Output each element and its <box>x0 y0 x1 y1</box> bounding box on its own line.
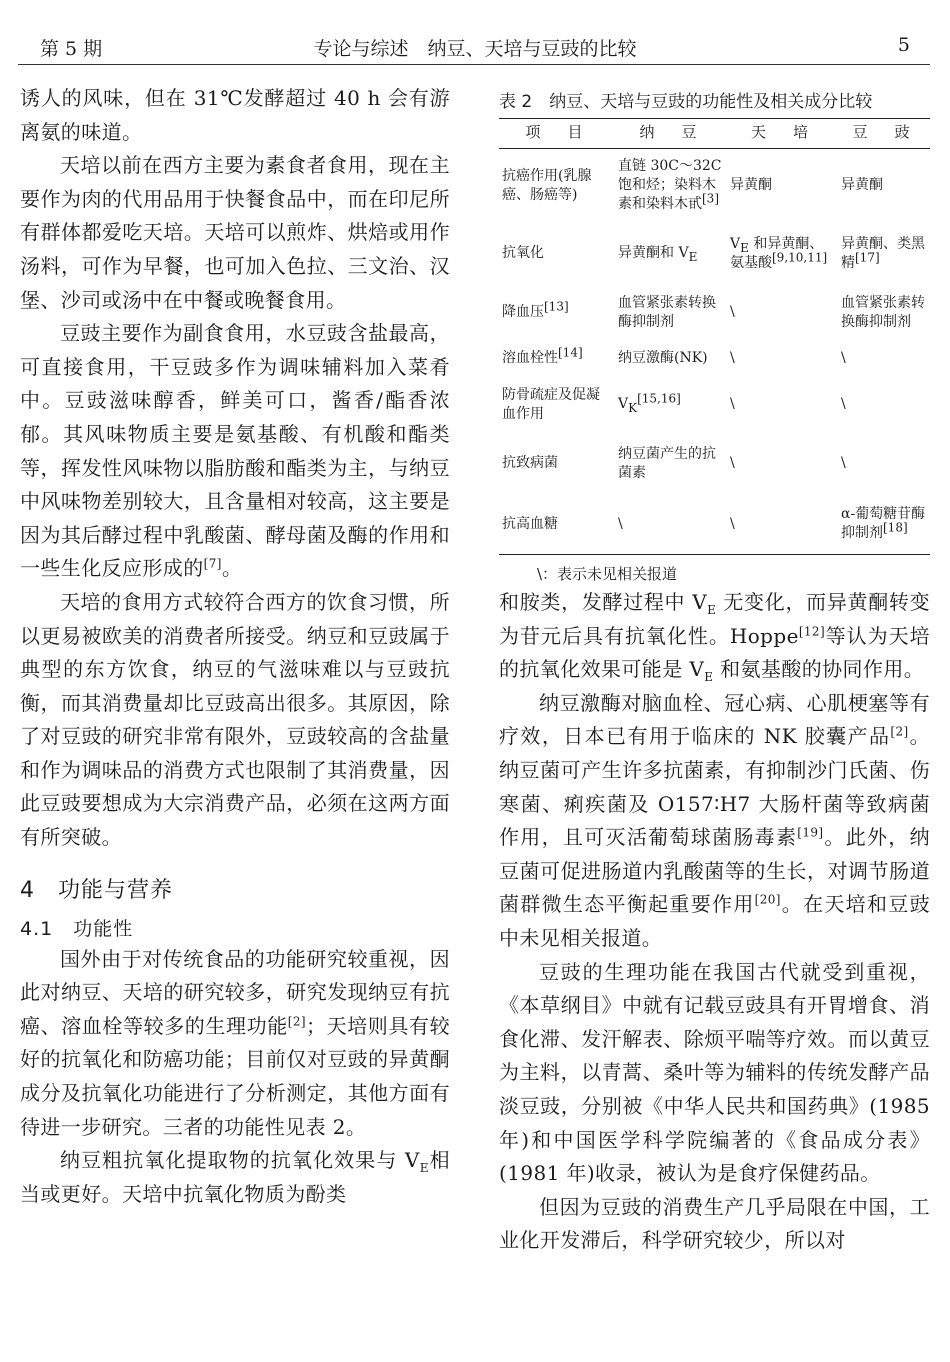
paragraph-text: ；天培则具有较好的抗氧化和防癌功能；目前仅对豆豉的异黄酮成分及抗氧化功能进行了分析测定，其他方面有待进一步研究。三者的功能性见表 2。 <box>20 1013 450 1139</box>
table-row <box>499 223 930 285</box>
paragraph-text: 。 <box>221 556 243 581</box>
table-cell: 纳豆激酶(NK) <box>618 350 708 366</box>
paragraph-text: 相当或更好。天培中抗氧化物质为酚类 <box>20 1148 450 1206</box>
table-cell: 抗高血糖 <box>499 495 615 555</box>
paragraph: 但因为豆豉的消费生产几乎局限在中国，工业化开发滞后，科学研究较少，所以对 <box>499 1194 930 1253</box>
paragraph-text: 。在天培和豆豉中未见相关报道。 <box>499 892 930 950</box>
citation-ref: [13] <box>544 299 569 314</box>
paragraph: 诱人的风味，但在 31℃发酵超过 40 h 会有游离氨的味道。 <box>20 86 450 144</box>
table-cell: \ <box>730 396 735 412</box>
paragraph-text: 国外由于对传统食品的功能研究较重视，因此对纳豆、天培的研究较多，研究发现纳豆有抗癌、溶血栓等较多的生理功能 <box>20 946 450 1038</box>
citation-ref: [17] <box>855 249 880 264</box>
table-cell <box>838 223 930 285</box>
citation-ref: [14] <box>558 345 583 360</box>
table-cell: \ <box>615 495 727 555</box>
table-caption: 表 2 纳豆、天培与豆豉的功能性及相关成分比较 <box>499 92 873 112</box>
paragraph-text: 纳豆粗抗氧化提取物的抗氧化效果与 V <box>60 1148 420 1173</box>
right-column <box>499 84 930 1258</box>
citation-ref: [3] <box>702 191 719 206</box>
paragraph-text: 豆豉主要作为副食食用，水豆豉含盐最高，可直接食用，干豆豉多作为调味辅料加入菜肴中。豆豉滋味醇香，鲜美可口，酱香/酯香浓郁。其风味物质主要是氨基酸、有机酸和酯类等，挥发性风味物以脂肪酸和酯类为主，与纳豆中风味物差别较大，且含量相对较高，这主要是因为其后酵过程中乳酸菌、酵母菌及酶的作用和一些生化反应形成的 <box>20 321 450 581</box>
table-cell: \ <box>730 350 735 366</box>
paragraph-text: 等认为天培的抗氧化效果可能是 V <box>499 623 930 682</box>
table-cell: 异黄酮 <box>730 177 772 194</box>
table-row <box>499 149 930 223</box>
paragraph-text: 和氨基酸的协同作用。 <box>713 657 925 682</box>
citation-ref: [2] <box>890 724 909 739</box>
table-cell: 纳豆菌产生的抗菌素 <box>618 445 716 481</box>
table-cell <box>615 377 727 433</box>
table-cell <box>615 149 727 223</box>
issue-number: 第 5 期 <box>40 38 103 60</box>
cell-text: α-葡萄糖苷酶抑制剂 <box>841 506 926 542</box>
cell-text: V <box>618 396 629 412</box>
table-header-row <box>499 119 930 149</box>
cell-text: V <box>730 235 741 252</box>
subscript: E <box>419 1161 429 1176</box>
page-header <box>20 0 930 58</box>
page-number: 5 <box>897 34 910 56</box>
paragraph: 天培以前在西方主要为素食者食用，现在主要作为肉的代用品用于快餐食品中，而在印尼所有群体都爱吃天培。天培可以煎炸、烘焙或用作汤料，可作为早餐，也可加入色拉、三文治、汉堡、沙司或汤中在中餐或晚餐食用。 <box>20 153 450 312</box>
paragraph <box>20 943 450 1145</box>
paragraph: 天培的食用方式较符合西方的饮食习惯，所以更易被欧美的消费者所接受。纳豆和豆豉属于典型的东方饮食，纳豆的气滋味难以与豆豉抗衡，而其消费量却比豆豉高出很多。其原因，除了对豆豉的研究非常有限外，豆豉较高的含盐量和作为调味品的消费方式也限制了其消费量，因此豆豉要想成为大宗消费产品，必须在这两方面有所突破。 <box>20 589 450 850</box>
table-cell: 异黄酮 <box>841 177 883 194</box>
paragraph-text: 。此外，纳豆菌可促进肠道内乳酸菌等的生长，对调节肠道菌群微生态平衡起重要作用 <box>499 825 930 917</box>
cell-text: 异黄酮和 V <box>618 245 689 261</box>
comparison-table <box>499 118 930 555</box>
paragraph <box>20 317 450 586</box>
table-row <box>499 377 930 433</box>
table-cell: 血管紧张素转换酶抑制剂 <box>841 294 925 330</box>
citation-ref: [20] <box>754 892 781 907</box>
citation-ref: [12] <box>798 623 826 638</box>
table-cell: 抗氧化 <box>502 245 544 261</box>
cell-text: 和异黄酮、氨基酸 <box>730 235 824 271</box>
paragraph-text: 无变化，而异黄酮转变为苷元后具有抗氧化性。Hoppe <box>499 590 930 648</box>
section-heading: 4 功能与营养 <box>20 877 173 903</box>
table-row <box>499 495 930 555</box>
column-header: 纳 豆 <box>615 119 727 149</box>
cell-text: 溶血栓性 <box>502 350 558 366</box>
table-row <box>499 341 930 377</box>
table-row <box>499 433 930 495</box>
table-cell: \ <box>841 455 846 471</box>
subsection-heading: 4.1 功能性 <box>20 917 134 940</box>
citation-ref: [2] <box>287 1014 306 1029</box>
citation-ref: [15,16] <box>637 391 681 406</box>
column-header: 天 培 <box>727 119 838 149</box>
header-rule <box>18 64 930 65</box>
table-row <box>499 285 930 341</box>
table-cell: 抗癌作用(乳腺癌、肠癌等) <box>502 167 592 203</box>
table-cell: 防骨疏症及促凝血作用 <box>502 386 600 422</box>
paragraph-text: 。纳豆菌可产生许多抗菌素，有抑制沙门氏菌、伤寒菌、痢疾菌及 O157∶H7 大肠杆菌等致病菌作用，且可灭活葡萄球菌肠毒素 <box>499 724 931 850</box>
paragraph-text: 和胺类，发酵过程中 V <box>499 590 708 614</box>
column-header: 项 目 <box>499 119 615 149</box>
table-cell: \ <box>841 350 846 366</box>
cell-text: 异黄酮、类黑精 <box>841 235 925 271</box>
table-cell: 血管紧张素转换酶抑制剂 <box>618 294 716 330</box>
subscript: E <box>704 670 714 685</box>
table-cell <box>499 285 615 341</box>
paragraph <box>20 1144 450 1211</box>
subscript: E <box>740 240 749 255</box>
table-cell: \ <box>841 396 846 412</box>
table-cell <box>727 223 838 285</box>
table-cell <box>499 341 615 377</box>
column-header: 豆 豉 <box>838 119 930 149</box>
citation-ref: [18] <box>883 520 908 535</box>
table-cell: 抗致病菌 <box>502 455 558 471</box>
paragraph <box>499 586 930 687</box>
table-note: \：表示未见相关报道 <box>537 565 678 583</box>
subscript: E <box>707 603 717 617</box>
table-cell: \ <box>730 304 735 320</box>
table-cell: \ <box>727 495 838 555</box>
citation-ref: [19] <box>797 825 824 840</box>
citation-ref: [7] <box>203 556 222 571</box>
subscript: K <box>628 400 638 415</box>
running-title: 专论与综述 纳豆、天培与豆豉的比较 <box>313 38 637 60</box>
cell-text: 降血压 <box>502 304 544 320</box>
table-cell: \ <box>730 455 735 471</box>
paragraph: 豆豉的生理功能在我国古代就受到重视，《本草纲目》中就有记载豆豉具有开胃增食、消食化滞、发汗解表、除烦平喘等疗效。而以黄豆为主料，以青蒿、桑叶等为辅料的传统发酵产品淡豆豉，分别被《中华人民共和国药典》(1985 年)和中国医学科学院编著的《食品成分表》(1981 年)收录，被认为是食疗保健药品。 <box>499 959 930 1186</box>
paragraph-text: 纳豆激酶对脑血栓、冠心病、心肌梗塞等有疗效，日本已有用于临床的 NK 胶囊产品 <box>499 690 930 749</box>
citation-ref: [9,10,11] <box>772 249 828 264</box>
paragraph <box>499 687 930 956</box>
table-cell <box>615 223 727 285</box>
subscript: E <box>688 249 698 264</box>
left-column <box>20 82 450 1211</box>
cell-text: 直链 30C～32C 饱和烃；染料木素和染料木甙 <box>618 158 722 213</box>
table-cell <box>838 495 930 555</box>
